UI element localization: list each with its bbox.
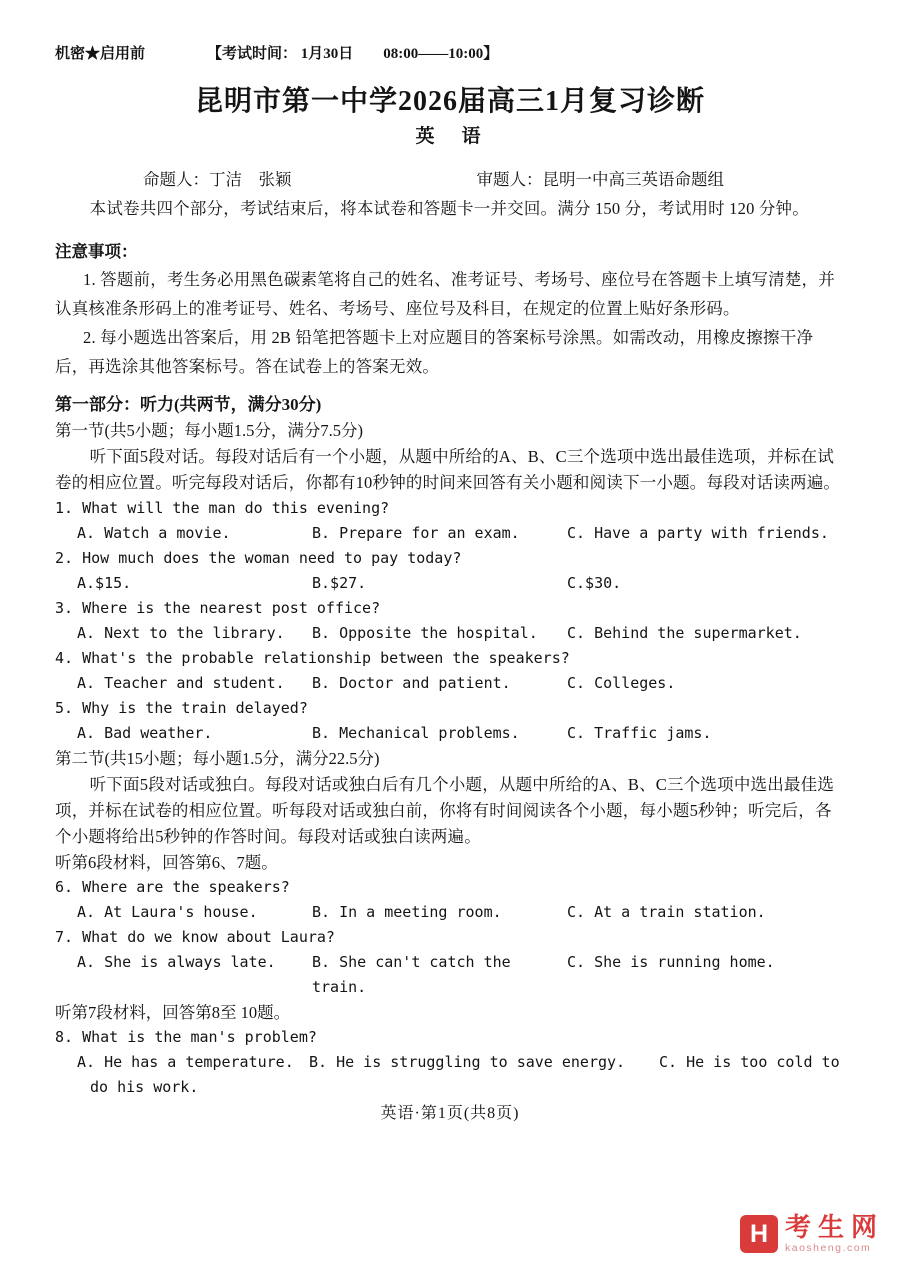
question-7-text: 7. What do we know about Laura? (55, 928, 335, 946)
material-6-note: 听第6段材料，回答第6、7题。 (55, 853, 278, 872)
intro-paragraph: 本试卷共四个部分，考试结束后，将本试卷和答题卡一并交回。满分 150 分，考试用时 120 分钟。 (89, 199, 809, 218)
question-6-text: 6. Where are the speakers? (55, 878, 290, 896)
question-7 (55, 925, 845, 1000)
page-number-footer: 英语·第1页(共8页) (380, 1105, 520, 1122)
option-b: B. She can't catch the train. (312, 953, 511, 996)
question-2-text: 2. How much does the woman need to pay today? (55, 549, 462, 567)
question-1 (55, 496, 845, 546)
question-3 (55, 596, 845, 646)
option-b: B. Doctor and patient. (312, 674, 511, 692)
question-2 (55, 546, 845, 596)
question-8-text: 8. What is the man's problem? (55, 1028, 317, 1046)
section2-instructions: 听下面5段对话或独白。每段对话或独白后有几个小题，从题中所给的A、B、C三个选项中选出最佳选项，并标在试卷的相应位置。听每段对话或独白前，你将有时间阅读各个小题，每小题5秒钟；听完后，各个小题将给出5秒钟的作答时间。每段对话或独白读两遍。 (55, 775, 835, 846)
option-a: A. He has a temperature. (77, 1053, 294, 1071)
question-1-options (55, 521, 845, 546)
section2-heading: 第二节(共15小题；每小题1.5分，满分22.5分) (55, 749, 380, 768)
question-4-options (55, 671, 845, 696)
notice-item-2: 2. 每小题选出答案后，用 2B 铅笔把答题卡上对应题目的答案标号涂黑。如需改动，用橡皮擦擦干净后，再选涂其他答案标号。答在试卷上的答案无效。 (55, 328, 814, 376)
setter-label: 命题人：丁洁 张颖 (143, 170, 292, 189)
watermark-site-name: 考生网 (784, 1212, 884, 1242)
byline-row (55, 166, 845, 190)
material-7-note: 听第7段材料，回答第8至 10题。 (55, 1003, 291, 1022)
question-1-text: 1. What will the man do this evening? (55, 499, 390, 517)
kaosheng-logo-icon (740, 1215, 778, 1253)
option-c: C. He is too cold to (659, 1053, 840, 1071)
option-c: C. At a train station. (567, 903, 766, 921)
option-a: A. She is always late. (77, 953, 276, 971)
question-5 (55, 696, 845, 746)
question-8-option-c-continuation: do his work. (90, 1078, 199, 1096)
classification-label: 机密★启用前 (55, 46, 146, 62)
watermark-text (785, 1214, 884, 1254)
kaosheng-watermark (740, 1214, 884, 1254)
option-a: A.$15. (77, 574, 132, 592)
question-2-options (55, 571, 845, 596)
watermark-site-url: kaosheng.com (784, 1242, 872, 1255)
reviewer-label: 审题人：昆明一中高三英语命题组 (476, 170, 724, 189)
option-c: C. Have a party with friends. (567, 524, 829, 542)
question-5-options (55, 721, 845, 746)
question-8-options (55, 1050, 845, 1075)
section1-instructions: 听下面5段对话。每段对话后有一个小题，从题中所给的A、B、C三个选项中选出最佳选项，并标在试卷的相应位置。听完每段对话后，你都有10秒钟的时间来回答有关小题和阅读下一小题。每段对话读两遍。 (55, 447, 841, 492)
logo-letter: H (749, 1219, 769, 1248)
question-6 (55, 875, 845, 925)
option-a: A. Bad weather. (77, 724, 213, 742)
question-4-text: 4. What's the probable relationship between the speakers? (55, 649, 570, 667)
option-b: B. Mechanical problems. (312, 724, 520, 742)
question-3-options (55, 621, 845, 646)
exam-time-label: 【考试时间： 1月30日 08:00——10:00】 (207, 46, 499, 62)
question-5-text: 5. Why is the train delayed? (55, 699, 308, 717)
option-c: C. Behind the supermarket. (567, 624, 802, 642)
paper-title: 昆明市第一中学2026届高三1月复习诊断 (194, 86, 705, 117)
option-c: C.$30. (567, 574, 622, 592)
option-b: B. Prepare for an exam. (312, 524, 520, 542)
option-b: B. In a meeting room. (312, 903, 502, 921)
notice-heading: 注意事项： (55, 242, 138, 261)
option-c: C. Colleges. (567, 674, 676, 692)
option-a: A. Teacher and student. (77, 674, 285, 692)
question-6-options (55, 900, 845, 925)
notice-item-1: 1. 答题前，考生务必用黑色碳素笔将自己的姓名、准考证号、考场号、座位号在答题卡上填写清楚，并认真核准条形码上的准考证号、姓名、考场号、座位号及科目，在规定的位置上贴好条形码。 (55, 270, 835, 318)
option-a: A. Watch a movie. (77, 524, 231, 542)
question-3-text: 3. Where is the nearest post office? (55, 599, 381, 617)
option-c: C. Traffic jams. (567, 724, 712, 742)
option-c: C. She is running home. (567, 953, 775, 971)
option-a: A. At Laura's house. (77, 903, 258, 921)
question-4 (55, 646, 845, 696)
option-b: B. Opposite the hospital. (312, 624, 538, 642)
option-b: B.$27. (312, 574, 367, 592)
option-b: B. He is struggling to save energy. (309, 1053, 626, 1071)
paper-header (55, 42, 845, 63)
question-8 (55, 1025, 845, 1100)
part1-heading: 第一部分：听力(共两节，满分30分) (55, 395, 322, 414)
question-7-options (55, 950, 845, 1000)
paper-subject: 英 语 (415, 126, 485, 147)
option-a: A. Next to the library. (77, 624, 285, 642)
section1-heading: 第一节(共5小题；每小题1.5分，满分7.5分) (55, 421, 363, 440)
